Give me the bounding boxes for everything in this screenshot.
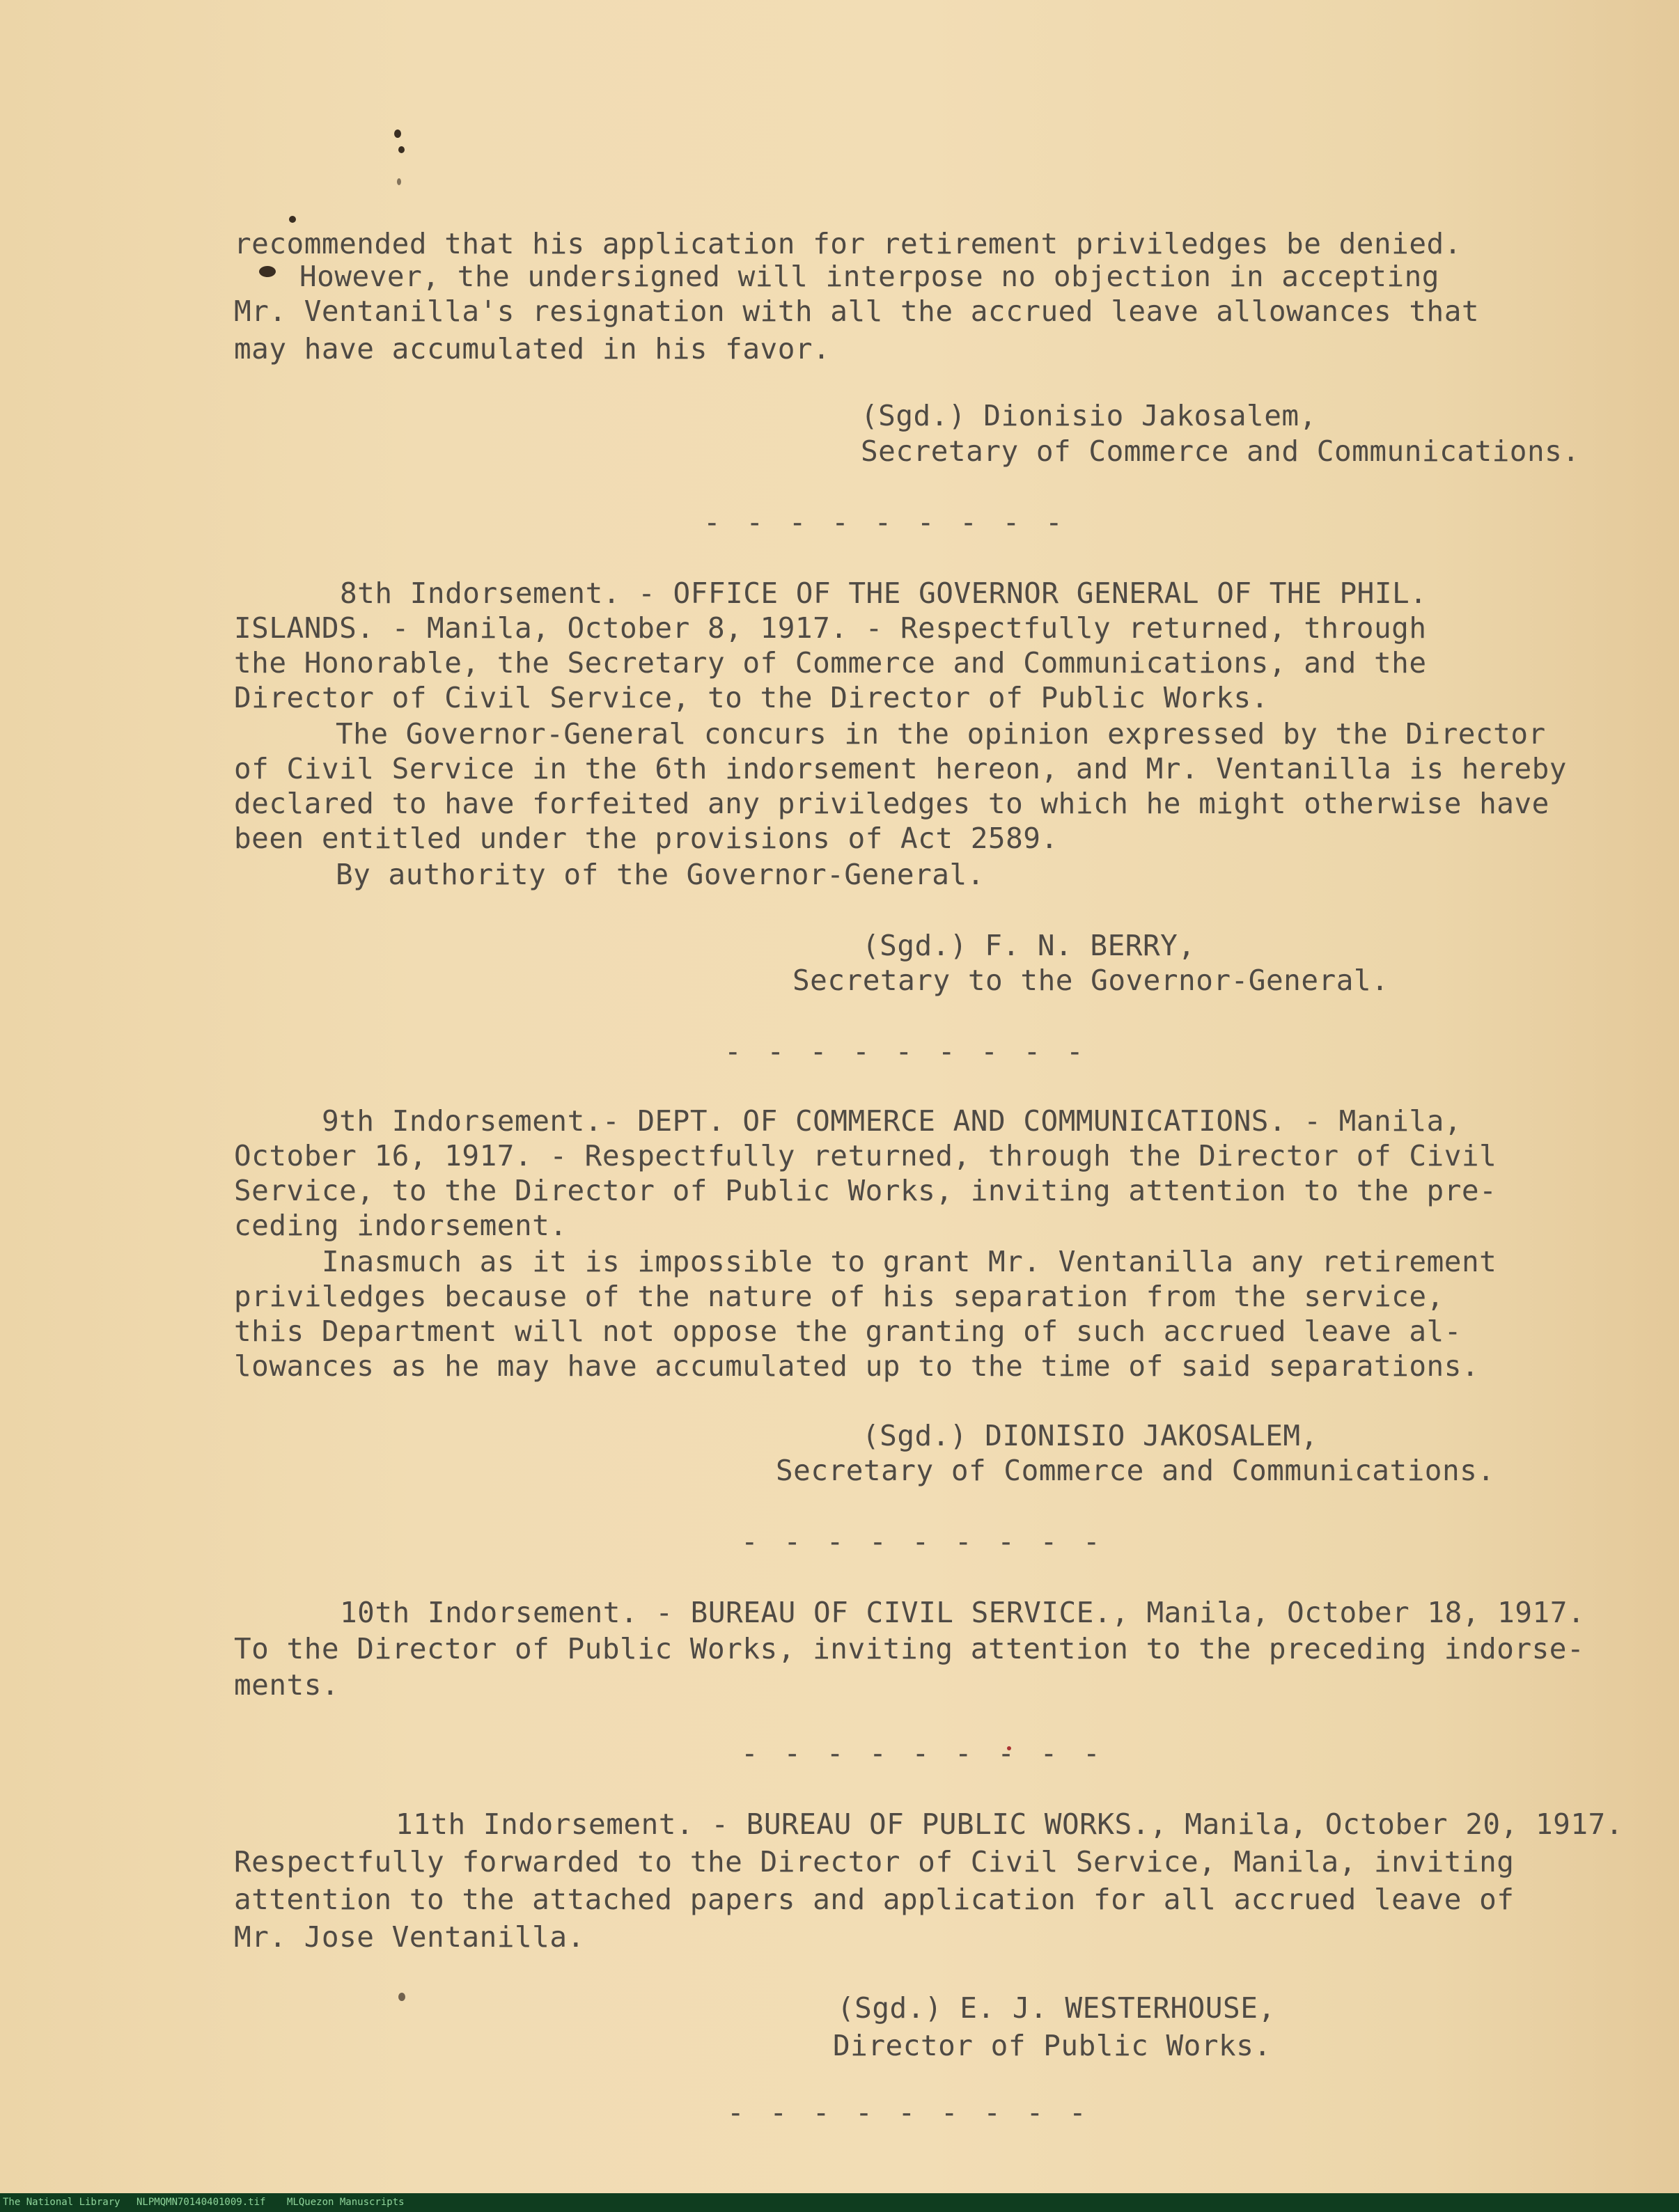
body-line: Mr. Jose Ventanilla. (234, 1920, 585, 1954)
body-line: Service, to the Director of Public Works, inviting attention to the pre- (234, 1174, 1497, 1207)
signature-name: (Sgd.) DIONISIO JAKOSALEM, (862, 1419, 1318, 1452)
body-line: recommended that his application for retirement priviledges be denied. (234, 227, 1462, 260)
signature-title: Secretary to the Governor-General. (792, 964, 1389, 997)
body-line: the Honorable, the Secretary of Commerce and Communications, and the (234, 646, 1427, 680)
footer-collection: MLQuezon Manuscripts (287, 2197, 405, 2208)
separator: - - - - - - - - - (724, 1035, 1088, 1068)
ink-speck (398, 1993, 405, 2001)
body-line: lowances as he may have accumulated up to the time of said separations. (234, 1349, 1480, 1383)
body-line: ISLANDS. - Manila, October 8, 1917. - Respectfully returned, through (234, 611, 1427, 645)
body-line: 10th Indorsement. - BUREAU OF CIVIL SERVICE., Manila, October 18, 1917. (340, 1596, 1586, 1629)
body-line: 9th Indorsement.- DEPT. OF COMMERCE AND COMMUNICATIONS. - Manila, (322, 1104, 1462, 1138)
body-line: To the Director of Public Works, inviting attention to the preceding indorse- (234, 1632, 1585, 1665)
signature-name: (Sgd.) F. N. BERRY, (862, 929, 1196, 962)
body-line: Inasmuch as it is impossible to grant Mr. Ventanilla any retirement (322, 1245, 1497, 1278)
ink-speck (394, 130, 401, 138)
body-line: declared to have forfeited any priviledges to which he might otherwise have (234, 787, 1549, 820)
body-line: ments. (234, 1668, 340, 1702)
body-line: attention to the attached papers and application for all accrued leave of (234, 1883, 1515, 1916)
signature-name: (Sgd.) Dionisio Jakosalem, (861, 399, 1317, 432)
separator: - - - - - - - - - (703, 505, 1067, 539)
footer-library: The National Library (3, 2197, 120, 2208)
separator: - - - - - - - - - (727, 2096, 1091, 2129)
ink-blot (259, 266, 276, 277)
separator: - - - - - - - - - (741, 1525, 1104, 1558)
body-line: been entitled under the provisions of Act 2589. (234, 822, 1059, 855)
signature-title: Secretary of Commerce and Communications. (776, 1454, 1495, 1487)
body-line: Respectfully forwarded to the Director of Civil Service, Manila, inviting (234, 1845, 1515, 1878)
body-line: this Department will not oppose the granting of such accrued leave al- (234, 1315, 1462, 1348)
body-line: 11th Indorsement. - BUREAU OF PUBLIC WORKS., Manila, October 20, 1917. (396, 1807, 1623, 1841)
body-line: The Governor-General concurs in the opinion expressed by the Director (336, 717, 1546, 751)
body-line: Director of Civil Service, to the Director of Public Works. (234, 681, 1269, 714)
signature-title: Secretary of Commerce and Communications. (861, 434, 1580, 468)
body-line: may have accumulated in his favor. (234, 332, 831, 366)
body-line: October 16, 1917. - Respectfully returned, through the Director of Civil (234, 1139, 1497, 1172)
body-line: 8th Indorsement. - OFFICE OF THE GOVERNOR GENERAL OF THE PHIL. (340, 576, 1428, 610)
ink-speck (289, 216, 296, 223)
body-line: of Civil Service in the 6th indorsement hereon, and Mr. Ventanilla is hereby (234, 752, 1567, 785)
body-line: ceding indorsement. (234, 1209, 568, 1242)
signature-title: Director of Public Works. (833, 2029, 1272, 2062)
ink-speck (397, 178, 401, 185)
body-line: Mr. Ventanilla's resignation with all the accrued leave allowances that (234, 295, 1480, 328)
body-line: However, the undersigned will interpose no objection in accepting (299, 260, 1439, 293)
body-line: By authority of the Governor-General. (336, 858, 985, 891)
footer-filename: NLPMQMN70140401009.tif (136, 2197, 266, 2208)
separator: - - - - - - - - - (741, 1736, 1104, 1770)
ink-speck (398, 146, 405, 153)
signature-name: (Sgd.) E. J. WESTERHOUSE, (837, 1991, 1276, 2025)
body-line: priviledges because of the nature of his separation from the service, (234, 1280, 1444, 1313)
